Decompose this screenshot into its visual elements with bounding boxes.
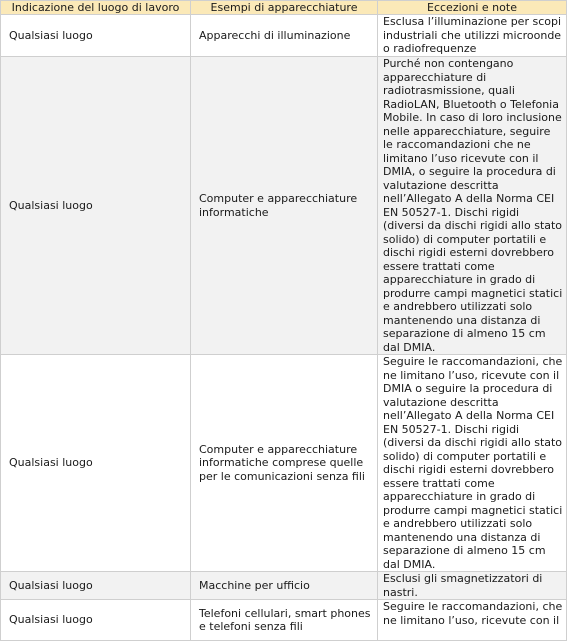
table-row <box>1 600 567 641</box>
cell-location: Qualsiasi luogo <box>1 355 191 572</box>
cell-location: Qualsiasi luogo <box>1 572 191 600</box>
header-notes: Eccezioni e note <box>378 1 567 15</box>
cell-equipment: Computer e apparecchiature informatiche comprese quelle per le comunicazioni senza fili <box>191 355 378 572</box>
table-body <box>1 15 567 641</box>
table-header <box>1 1 567 15</box>
cell-location: Qualsiasi luogo <box>1 15 191 57</box>
cell-equipment: Telefoni cellulari, smart phones e telefoni senza fili <box>191 600 378 641</box>
cell-location: Qualsiasi luogo <box>1 57 191 355</box>
cell-notes: Seguire le raccomandazioni, che ne limitano l’uso, ricevute con il <box>378 600 567 641</box>
cell-notes: Seguire le raccomandazioni, che ne limitano l’uso, ricevute con il DMIA o seguire la procedura di valutazione descritta nell’Allegato A della Norma CEI EN 50527-1. Dischi rigidi (diversi da dischi rigidi allo stato solido) di computer portatili e dischi rigidi esterni dovrebbero essere trattati come apparecchiature in grado di produrre campi magnetici statici e andrebbero utilizzati solo mantenendo una distanza di separazione di almeno 15 cm dal DMIA. <box>378 355 567 572</box>
table-row <box>1 355 567 572</box>
header-location: Indicazione del luogo di lavoro <box>1 1 191 15</box>
cell-notes: Esclusi gli smagnetizzatori di nastri. <box>378 572 567 600</box>
cell-notes: Purché non contengano apparecchiature di radiotrasmissione, quali RadioLAN, Bluetooth o Telefonia Mobile. In caso di loro inclusione nelle apparecchiature, seguire le raccomandazioni che ne limitano l’uso ricevute con il DMIA, o seguire la procedura di valutazione descritta nell’Allegato A della Norma CEI EN 50527-1. Dischi rigidi (diversi da dischi rigidi allo stato solido) di computer portatili e dischi rigidi esterni dovrebbero essere trattati come apparecchiature in grado di produrre campi magnetici statici e andrebbero utilizzati solo mantenendo una distanza di separazione di almeno 15 cm dal DMIA. <box>378 57 567 355</box>
table-row <box>1 572 567 600</box>
header-equipment: Esempi di apparecchiature <box>191 1 378 15</box>
cell-equipment: Computer e apparecchiature informatiche <box>191 57 378 355</box>
cell-equipment: Macchine per ufficio <box>191 572 378 600</box>
cell-equipment: Apparecchi di illuminazione <box>191 15 378 57</box>
cell-notes: Esclusa l’illuminazione per scopi industriali che utilizzi microonde o radiofrequenze <box>378 15 567 57</box>
cell-location: Qualsiasi luogo <box>1 600 191 641</box>
header-row <box>1 1 567 15</box>
table-row <box>1 57 567 355</box>
table-row <box>1 15 567 57</box>
